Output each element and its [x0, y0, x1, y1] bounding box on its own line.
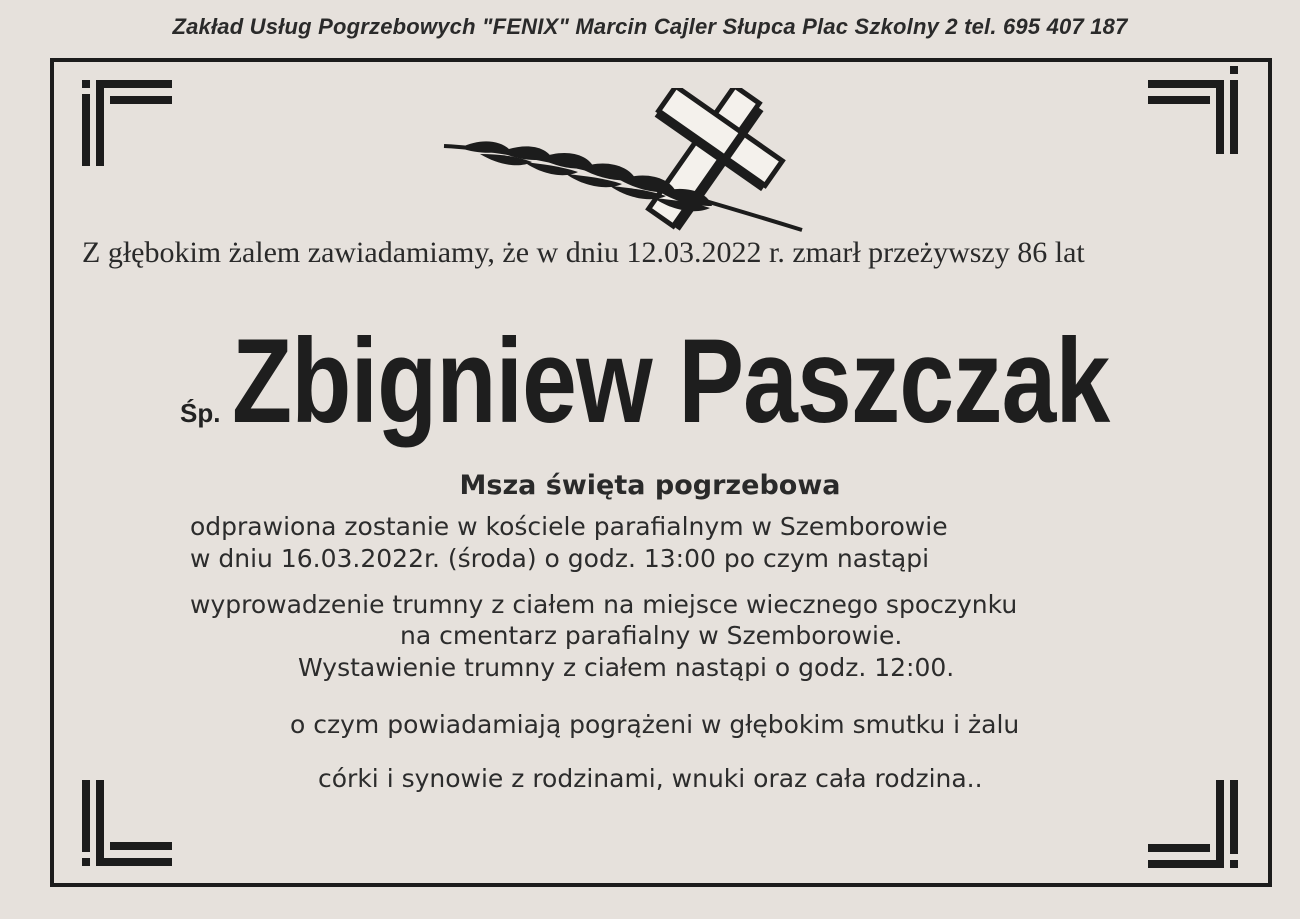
- corner-ornament-bottom-left-icon: [82, 780, 172, 866]
- corner-ornament-bottom-right-icon: [1148, 780, 1238, 868]
- funeral-home-header: Zakład Usług Pogrzebowych "FENIX" Marcin Cajler Słupca Plac Szkolny 2 tel. 695 407 187: [172, 14, 1128, 39]
- body-line-family: córki i synowie z rodzinami, wnuki oraz cała rodzina..: [318, 764, 983, 793]
- corner-ornament-top-left-icon: [82, 80, 172, 166]
- mass-heading: Msza święta pogrzebowa: [459, 470, 841, 501]
- body-line-cemetery: na cmentarz parafialny w Szemborowie.: [400, 621, 903, 650]
- corner-ornament-top-right-icon: [1148, 66, 1238, 154]
- body-line-church: odprawiona zostanie w kościele parafialnym w Szemborowie: [190, 512, 948, 541]
- cross-with-palm-branch-icon: [440, 88, 810, 243]
- name-prefix: Śp.: [180, 398, 221, 428]
- deceased-name: Zbigniew Paszczak: [232, 314, 1110, 448]
- body-line-procession: wyprowadzenie trumny z ciałem na miejsce wiecznego spoczynku: [190, 590, 1018, 619]
- announcement-intro: Z głębokim żalem zawiadamiamy, że w dniu 12.03.2022 r. zmarł przeżywszy 86 lat: [82, 236, 1085, 269]
- body-line-date: w dniu 16.03.2022r. (środa) o godz. 13:00 po czym nastąpi: [190, 544, 930, 573]
- body-line-mourners: o czym powiadamiają pogrążeni w głębokim smutku i żalu: [290, 710, 1020, 739]
- body-line-viewing: Wystawienie trumny z ciałem nastąpi o godz. 12:00.: [298, 653, 955, 682]
- deceased-name-row: [180, 316, 1300, 446]
